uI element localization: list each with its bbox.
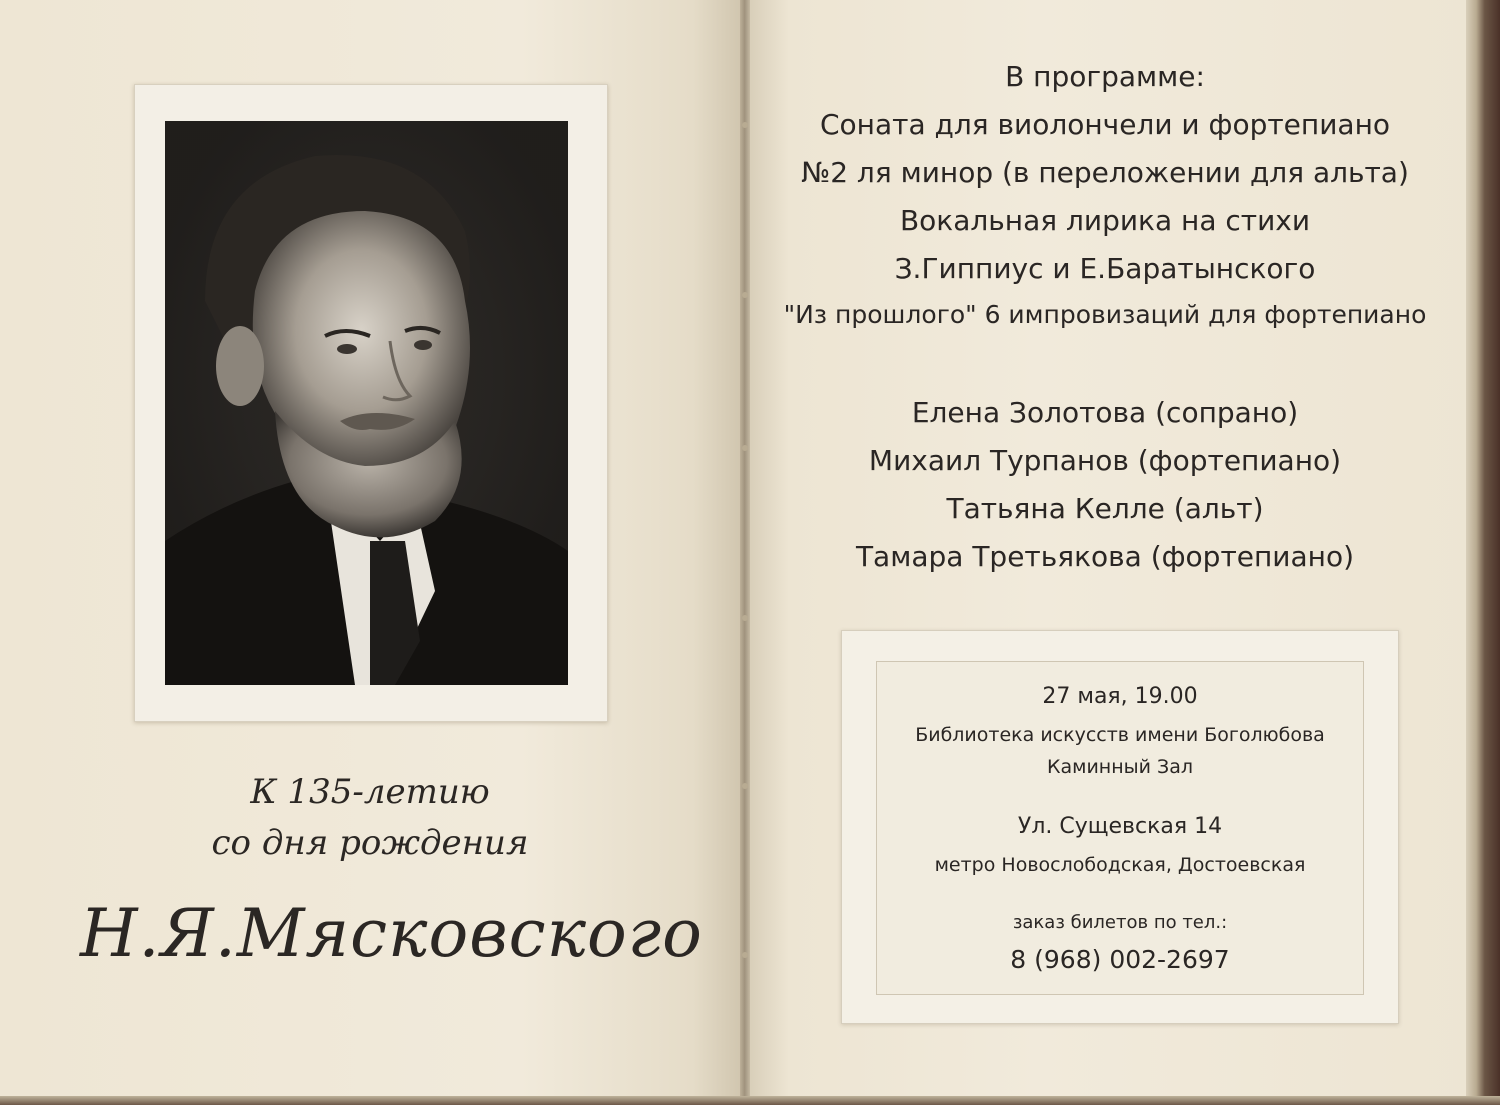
composer-portrait [165, 121, 568, 685]
performer: Тамара Третьякова (фортепиано) [855, 540, 1355, 573]
composer-name: Н.Я.Мясковского [80, 895, 703, 972]
program-work-line: Вокальная лирика на стихи [899, 204, 1311, 237]
ticket-phone: 8 (968) 002-2697 [1010, 945, 1230, 974]
event-address: Ул. Сущевская 14 [1017, 814, 1223, 839]
book-spine [740, 0, 750, 1100]
event-date: 27 мая, 19.00 [1042, 684, 1198, 709]
dedication-line-1: К 135-летию [250, 772, 490, 812]
portrait-illustration [165, 121, 568, 685]
program-work-line: Соната для виолончели и фортепиано [819, 108, 1391, 141]
event-info-card [841, 630, 1399, 1024]
program-heading: В программе: [1005, 60, 1205, 93]
event-metro: метро Новослободская, Достоевская [934, 854, 1306, 876]
photo-mount [134, 84, 608, 722]
event-hall: Каминный Зал [1046, 756, 1194, 778]
program-work-line: "Из прошлого" 6 импровизаций для фортепиано [783, 300, 1427, 329]
performer: Елена Золотова (сопрано) [911, 396, 1299, 429]
spine-stitch [742, 952, 748, 958]
book-cover-edge [1466, 0, 1500, 1105]
program-work-line: №2 ля минор (в переложении для альта) [801, 156, 1409, 189]
tickets-label: заказ билетов по тел.: [1012, 912, 1228, 933]
spine-stitch [742, 615, 748, 621]
spine-stitch [742, 122, 748, 128]
event-venue: Библиотека искусств имени Боголюбова [915, 724, 1325, 746]
performer: Михаил Турпанов (фортепиано) [868, 444, 1342, 477]
event-info-panel [876, 661, 1364, 995]
dedication-line-2: со дня рождения [211, 823, 529, 863]
program-section [770, 0, 1440, 600]
book-bottom-edge [0, 1096, 1500, 1105]
spine-stitch [742, 445, 748, 451]
performer: Татьяна Келле (альт) [946, 492, 1264, 525]
program-work-line: З.Гиппиус и Е.Баратынского [894, 252, 1316, 285]
spine-stitch [742, 783, 748, 789]
spine-stitch [742, 292, 748, 298]
